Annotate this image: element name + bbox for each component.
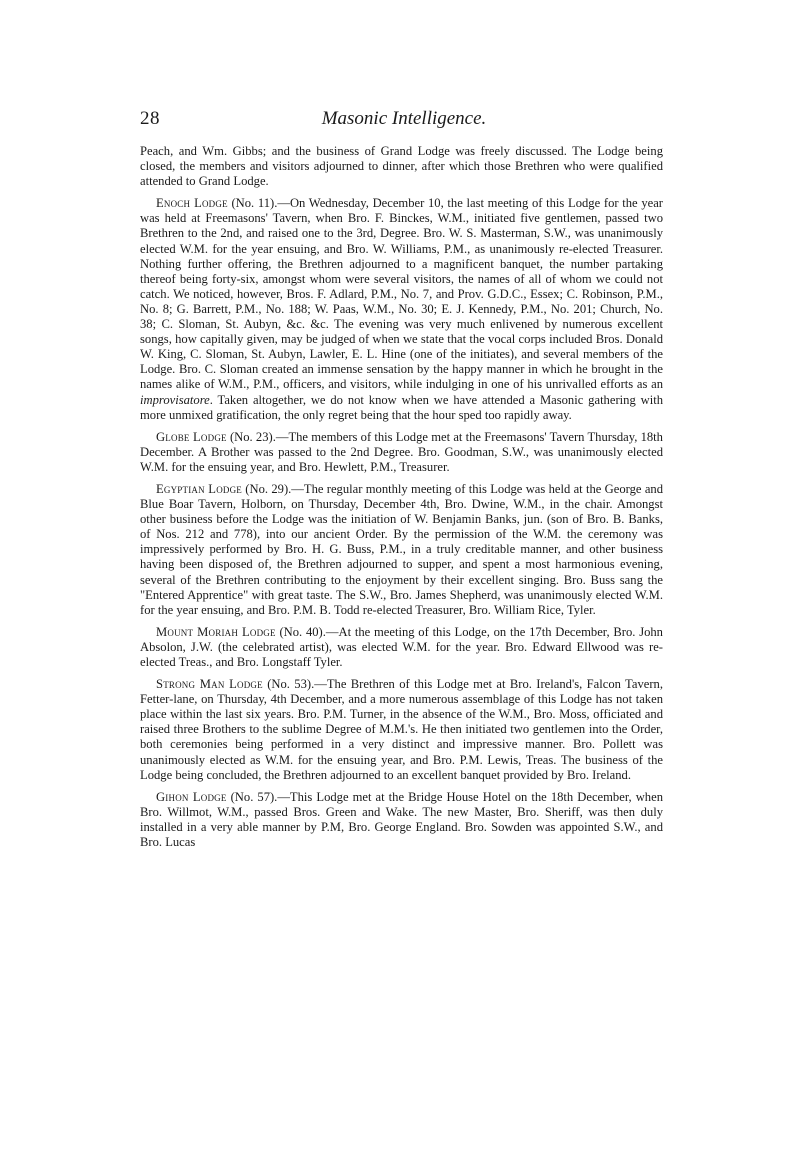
paragraph-text: (No. 29).—The regular monthly meeting of this Lodge was held at the George and Blue Boar Tavern, Holborn, on Thursday, December 4th, Bro. Dwine, W.M., in the chair. Amongst other business before the Lodge was the initiation of W. Benjamin Banks, jun. (son of Bro. B. Banks, of Nos. 212 and 778), into our ancient Order. By the permission of the W.M. the ceremony was impressively performed by Bro. H. G. Buss, P.M., in a truly creditable manner, and other business having been disposed of, the Brethren adjourned to supper, and spent a most harmonious evening, several of the Brethren contributing to the enjoyment by their excellent singing. Bro. Buss sang the "Entered Apprentice" with great taste. The S.W., Bro. James Shepherd, was unanimously elected W.M. for the year ensuing, and Bro. P.M. B. Todd re-elected Treasurer, Bro. William Rice, Tyler. <box>140 481 664 617</box>
paragraph-text: (No. 11).—On Wednesday, December 10, the last meeting of this Lodge for the year was held at Freemasons' Tavern, when Bro. F. Binckes, W.M., initiated five gentlemen, passed two Brethren to the 2nd, and raised one to the 3rd, Degree. Bro. W. S. Masterman, S.W., was unanimously elected W.M. for the year ensuing, and Bro. W. Williams, P.M., as unanimously re-elected Treasurer. Nothing further offering, the Brethren adjourned to a magnificent banquet, the number partaking thereof being forty-six, amongst whom were several visitors, the names of all of whom we could not catch. We noticed, however, Bros. F. Adlard, P.M., No. 7, and Prov. G.D.C., Essex; C. Robinson, P.M., No. 8; G. Barrett, P.M., No. 188; W. Paas, W.M., No. 30; E. J. Kennedy, P.M., No. 201; Church, No. 38; C. Sloman, St. Aubyn, &c. &c. The evening was very much enlivened by numerous excellent songs, how capitally given, may be judged of when we state that the vocal corps included Bros. Donald W. King, C. Sloman, St. Aubyn, Lawler, E. L. Hine (one of the initiates), and several members of the Lodge. Bro. C. Sloman created an immense sensation by the happy manner in which he brought in the names alike of W.M., P.M., officers, and visitors, while indulging in one of his unrivalled efforts as an <box>140 196 663 392</box>
lodge-name: Gihon Lodge <box>156 789 227 804</box>
article-body <box>140 144 663 857</box>
lodge-name: Egyptian Lodge <box>156 481 242 496</box>
lodge-name: Globe Lodge <box>156 429 227 444</box>
paragraph-text: (No. 23).—The members of this Lodge met at the Freemasons' Tavern Thursday, 18th December. A Brother was passed to the 2nd Degree. Bro. Goodman, S.W., was unanimously elected W.M. for the ensuing year, and Bro. Hewlett, P.M., Treasurer. <box>140 429 663 474</box>
paragraph-gihon-lodge <box>140 790 663 850</box>
page-number: 28 <box>140 108 160 129</box>
paragraph-enoch-lodge <box>140 196 663 422</box>
lodge-name: Mount Moriah Lodge <box>156 624 276 639</box>
page-header <box>140 108 668 134</box>
lodge-name: Strong Man Lodge <box>156 677 263 692</box>
paragraph-mount-moriah-lodge <box>140 625 663 670</box>
lodge-name: Enoch Lodge <box>156 196 228 211</box>
paragraph-egyptian-lodge <box>140 482 663 618</box>
paragraph-text: (No. 57).—This Lodge met at the Bridge House Hotel on the 18th December, when Bro. Willmot, W.M., passed Bros. Green and Wake. The new Master, Bro. Sheriff, was then duly installed in a very able manner by P.M, Bro. George England. Bro. Sowden was appointed S.W., and Bro. Lucas <box>140 789 663 850</box>
paragraph-globe-lodge <box>140 430 663 475</box>
running-title: Masonic Intelligence. <box>321 108 487 129</box>
paragraph-text: (No. 53).—The Brethren of this Lodge met at Bro. Ireland's, Falcon Tavern, Fetter-lane, on Thursday, 4th December, and a more numerous assemblage of this Lodge has not taken place within the last six years. Bro. P.M. Turner, in the absence of the W.M., Bro. Moss, officiated and raised three Brothers to the sublime Degree of M.M.'s. He then initiated two gentlemen into the Order, both ceremonies being performed in a very distinct and impressive manner. Bro. Pollett was unanimously elected as W.M. for the ensuing year, and Bro. P.M. Lewis, Treas. The business of the Lodge being concluded, the Brethren adjourned to an excellent banquet provided by Bro. Ireland. <box>140 677 663 782</box>
paragraph-text-tail: . Taken altogether, we do not know when we have attended a Masonic gathering with more unmixed gratification, the only regret being that the hour sped too rapidly away. <box>140 392 663 422</box>
paragraph-text: (No. 40).—At the meeting of this Lodge, on the 17th December, Bro. John Absolon, J.W. (the celebrated artist), was elected W.M. for the year. Bro. Edward Ellwood was re-elected Treas., and Bro. Longstaff Tyler. <box>140 624 663 669</box>
paragraph-strong-man-lodge <box>140 677 663 783</box>
paragraph-continued <box>140 144 663 189</box>
paragraph-text: Peach, and Wm. Gibbs; and the business of Grand Lodge was freely discussed. The Lodge being closed, the members and visitors adjourned to dinner, after which those Brethren who were qualified attended to Grand Lodge. <box>140 144 663 189</box>
italic-term: improvisatore <box>140 392 210 407</box>
